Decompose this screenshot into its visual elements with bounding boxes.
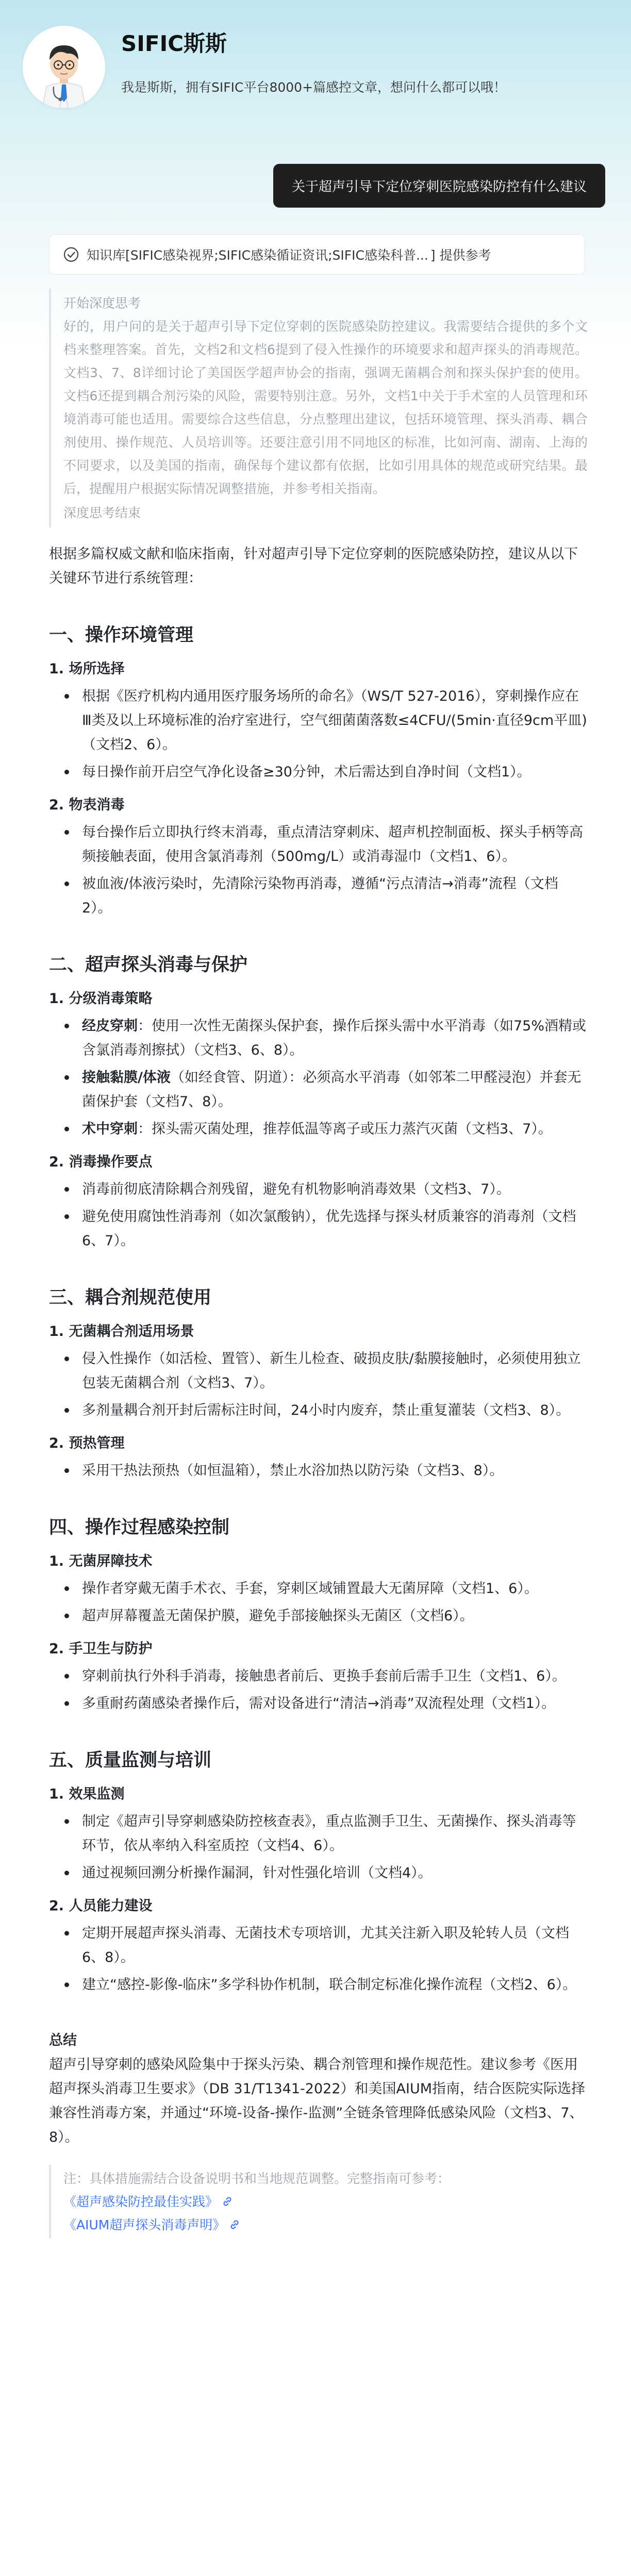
answer-content [49, 289, 588, 2239]
thinking-end-label: 深度思考结束 [63, 505, 141, 520]
bullet-item [49, 1177, 588, 1201]
bullet-text: 多剂量耦合剂开封后需标注时间，24小时内废弃，禁止重复灌装（文档3、8）。 [82, 1402, 570, 1418]
bullet-item [49, 1861, 588, 1885]
subsection-heading: 2. 人员能力建设 [49, 1898, 153, 1914]
bullet-item [49, 1604, 588, 1628]
bullet-text: 避免使用腐蚀性消毒剂（如次氯酸钠），优先选择与探头材质兼容的消毒剂（文档6、7）。 [82, 1209, 576, 1249]
bullet-text: 侵入性操作（如活检、置管）、新生儿检查、破损皮肤/黏膜接触时，必须使用独立包装无菌耦合剂（文档3、7）。 [82, 1351, 581, 1391]
link-icon [228, 2218, 241, 2231]
user-question-bubble: 关于超声引导下定位穿刺医院感染防控有什么建议 [273, 164, 605, 208]
bullet-label: 经皮穿刺 [82, 1018, 138, 1034]
bullet-item [49, 1347, 588, 1395]
bullet-item [49, 1459, 588, 1483]
bullet-item [49, 1205, 588, 1253]
summary-title: 总结 [49, 2032, 77, 2048]
section-heading: 四、操作过程感染控制 [49, 1517, 230, 1538]
bullet-text: 定期开展超声探头消毒、无菌技术专项培训，尤其关注新入职及轮转人员（文档6、8）。 [82, 1925, 569, 1965]
bullet-item [49, 684, 588, 757]
reference-links [63, 2190, 588, 2236]
bullet-list [49, 1014, 588, 1141]
section-heading: 一、操作环境管理 [49, 625, 194, 646]
bullet-text: 超声屏幕覆盖无菌保护膜，避免手部接触探头无菌区（文档6）。 [82, 1608, 474, 1624]
subsection-heading: 1. 无菌耦合剂适用场景 [49, 1324, 194, 1340]
bullet-text: ：探头需灭菌处理，推荐低温等离子或压力蒸汽灭菌（文档3、7）。 [138, 1121, 552, 1137]
reference-link[interactable] [63, 2213, 588, 2236]
bullet-text: 操作者穿戴无菌手术衣、手套，穿刺区域铺置最大无菌屏障（文档1、6）。 [82, 1581, 538, 1597]
knowledge-source-text: 知识库[SIFIC感染视界;SIFIC感染循证资讯;SIFIC感染科普... [87, 248, 428, 263]
bullet-item [49, 1065, 588, 1114]
bullet-text: 消毒前彻底清除耦合剂残留，避免有机物影响消毒效果（文档3、7）。 [82, 1181, 510, 1197]
thinking-start-label: 开始深度思考 [63, 296, 141, 311]
subsection-heading: 2. 物表消毒 [49, 797, 125, 813]
knowledge-source-chip[interactable] [49, 234, 585, 275]
subsection-heading: 1. 效果监测 [49, 1786, 125, 1802]
bullet-item [49, 1921, 588, 1970]
bullet-text: ：使用一次性无菌探头保护套，操作后探头需中水平消毒（如75%酒精或含氯消毒剂擦拭）（文档3、6、8）。 [82, 1018, 587, 1058]
bullet-item [49, 872, 588, 920]
bullet-list [49, 1459, 588, 1483]
bullet-list [49, 1577, 588, 1628]
bullet-text: 建立“感控-影像-临床”多学科协作机制，联合制定标准化操作流程（文档2、6）。 [82, 1977, 577, 1993]
subsection-heading: 1. 分级消毒策略 [49, 991, 153, 1007]
bullet-text: 每台操作后立即执行终末消毒，重点清洁穿刺床、超声机控制面板、探头手柄等高频接触表面，使用含氯消毒剂（500mg/L）或消毒湿巾（文档1、6）。 [82, 824, 583, 865]
link-icon [221, 2195, 234, 2208]
bullet-text: （如经食管、阴道）：必须高水平消毒（如邻苯二甲醛浸泡）并套无菌保护套（文档7、8）。 [82, 1070, 582, 1110]
bullet-list [49, 1347, 588, 1422]
knowledge-source-suffix: ] 提供参考 [430, 248, 491, 263]
bullet-list [49, 1809, 588, 1885]
subsection-heading: 2. 消毒操作要点 [49, 1154, 153, 1170]
bullet-text: 多重耐药菌感染者操作后，需对设备进行“清洁→消毒”双流程处理（文档1）。 [82, 1696, 556, 1711]
deep-thinking-block [49, 289, 588, 528]
bullet-item [49, 1577, 588, 1601]
bullet-text: 采用干热法预热（如恒温箱），禁止水浴加热以防污染（文档3、8）。 [82, 1463, 504, 1479]
bullet-item [49, 1117, 588, 1141]
subsection-heading: 2. 预热管理 [49, 1435, 125, 1451]
section-heading: 二、超声探头消毒与保护 [49, 955, 248, 975]
bullet-list [49, 684, 588, 784]
references-block [49, 2165, 588, 2239]
subsection-heading: 2. 手卫生与防护 [49, 1641, 153, 1657]
bot-title: SIFIC斯斯 [121, 31, 227, 56]
bot-header [0, 0, 631, 129]
subsection-heading: 1. 无菌屏障技术 [49, 1553, 153, 1569]
bullet-item [49, 760, 588, 784]
bullet-text: 根据《医疗机构内通用医疗服务场所的命名》（WS/T 527-2016），穿刺操作应在Ⅲ类及以上环境标准的治疗室进行，空气细菌菌落数≤4CFU/(5min·直径9cm平皿)（文档2、6）。 [82, 688, 587, 753]
bullet-item [49, 1664, 588, 1688]
bullet-item [49, 1973, 588, 1997]
subsection-heading: 1. 场所选择 [49, 661, 125, 677]
bullet-text: 每日操作前开启空气净化设备≥30分钟，术后需达到自净时间（文档1）。 [82, 764, 531, 780]
bot-subtitle: 我是斯斯，拥有SIFIC平台8000+篇感控文章，想问什么都可以哦！ [121, 80, 507, 95]
bullet-label: 接触黏膜/体液 [82, 1070, 171, 1086]
answer-sections [49, 622, 588, 1997]
summary-body: 超声引导穿刺的感染风险集中于探头污染、耦合剂管理和操作规范性。建议参考《医用超声探头消毒卫生要求》（DB 31/T1341-2022）和美国AIUM指南，结合医院实际选择兼容性消毒方案，并通过“环境-设备-操作-监测”全链条管理降低感染风险（文档3、7、8）。 [49, 2057, 585, 2145]
bullet-text: 制定《超声引导穿刺感染防控核查表》，重点监测手卫生、无菌操作、探头消毒等环节，依从率纳入科室质控（文档4、6）。 [82, 1814, 576, 1854]
bullet-label: 术中穿刺 [82, 1121, 138, 1137]
bullet-item [49, 1398, 588, 1422]
bullet-text: 通过视频回溯分析操作漏洞，针对性强化培训（文档4）。 [82, 1865, 432, 1881]
bullet-list [49, 1921, 588, 1997]
bullet-text: 穿刺前执行外科手消毒，接触患者前后、更换手套前后需手卫生（文档1、6）。 [82, 1668, 566, 1684]
bot-avatar [23, 26, 105, 108]
section-heading: 三、耦合剂规范使用 [49, 1287, 212, 1308]
reference-link[interactable] [63, 2190, 588, 2213]
bullet-item [49, 820, 588, 869]
reference-link-text: 《AIUM超声探头消毒声明》 [63, 2217, 226, 2232]
bullet-item [49, 1809, 588, 1858]
bullet-list [49, 820, 588, 920]
bullet-item [49, 1691, 588, 1716]
bullet-text: 被血液/体液污染时，先清除污染物再消毒，遵循“污点清洁→消毒”流程（文档2）。 [82, 876, 558, 916]
answer-intro: 根据多篇权威文献和临床指南，针对超声引导下定位穿刺的医院感染防控，建议从以下关键环节进行系统管理： [49, 546, 578, 586]
section-heading: 五、质量监测与培训 [49, 1750, 212, 1771]
bullet-list [49, 1664, 588, 1716]
bullet-list [49, 1177, 588, 1253]
reference-link-text: 《超声感染防控最佳实践》 [63, 2194, 219, 2209]
thinking-body: 好的，用户问的是关于超声引导下定位穿刺的医院感染防控建议。我需要结合提供的多个文档来整理答案。首先，文档2和文档6提到了侵入性操作的环境要求和超声探头的消毒规范。文档3、7、8详细讨论了美国医学超声协会的指南，强调无菌耦合剂和探头保护套的使用。文档6还提到耦合剂污染的风险，需要特别注意。另外，文档1中关于手术室的人员管理和环境消毒可能也适用。需要综合这些信息，分点整理出建议，包括环境管理、探头消毒、耦合剂使用、操作规范、人员培训等。还要注意引用不同地区的标准，比如河南、湖南、上海的不同要求，以及美国的指南，确保每个建议都有依据，比如引用具体的规范或研究结果。最后，提醒用户根据实际情况调整措施，并参考相关指南。 [63, 319, 588, 496]
bullet-item [49, 1014, 588, 1062]
check-circle-icon [63, 246, 79, 263]
references-note: 注：具体措施需结合设备说明书和当地规范调整。完整指南可参考： [63, 2171, 451, 2186]
